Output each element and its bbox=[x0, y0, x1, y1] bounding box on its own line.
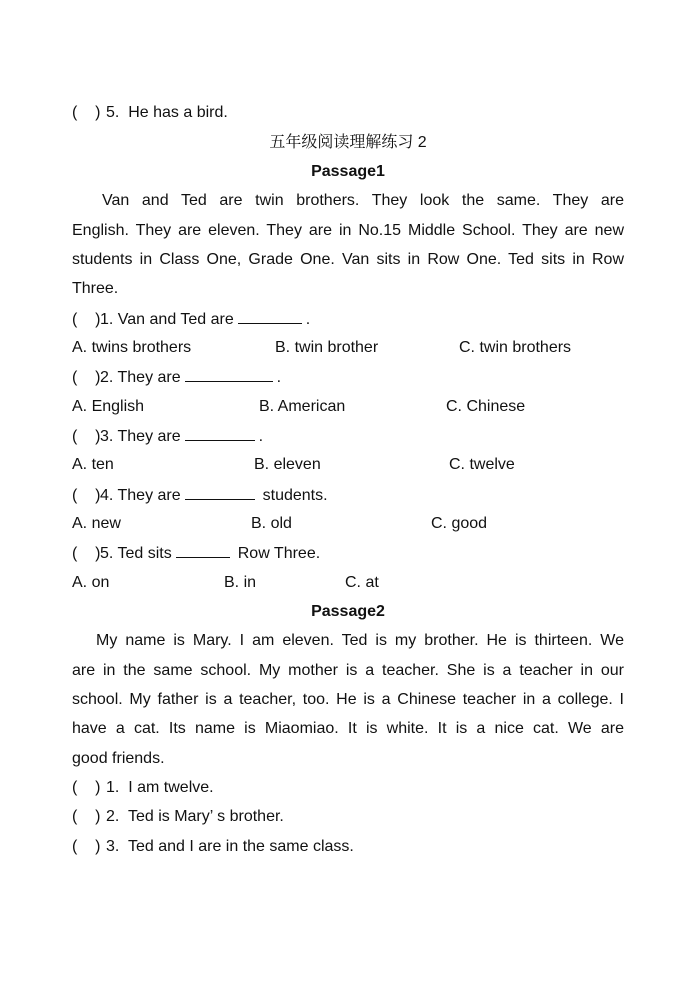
option-b: B. American bbox=[259, 398, 346, 415]
option-c: C. good bbox=[431, 515, 488, 532]
option-c: C. twelve bbox=[449, 456, 515, 473]
option-a: A. new bbox=[72, 515, 121, 532]
passage1-line: English. They are eleven. They are in No.15 Middle School. They are new bbox=[72, 222, 624, 239]
question-text: 4. They are bbox=[100, 487, 181, 504]
option-a: A. English bbox=[72, 398, 145, 415]
option-a: A. ten bbox=[72, 456, 114, 473]
answer-blank[interactable] bbox=[185, 485, 255, 500]
passage1-line: students in Class One, Grade One. Van sits in Row One. Ted sits in Row bbox=[72, 251, 624, 268]
option-c: C. Chinese bbox=[446, 398, 526, 415]
passage1-question-5 bbox=[72, 543, 320, 564]
passage2-question-2 bbox=[72, 807, 284, 827]
question-suffix: Row Three. bbox=[237, 545, 321, 562]
answer-blank[interactable] bbox=[176, 543, 230, 558]
answer-paren: ( ) bbox=[72, 838, 101, 855]
question-text: 5. Ted sits bbox=[100, 545, 172, 562]
question-suffix: . bbox=[305, 311, 311, 328]
answer-paren: ( ) bbox=[72, 428, 101, 445]
question-text: 1. Van and Ted are bbox=[100, 311, 234, 328]
passage1-question-2 bbox=[72, 367, 281, 388]
question-text: 2. They are bbox=[100, 369, 181, 386]
question-suffix: students. bbox=[262, 487, 328, 504]
answer-paren: ( ) bbox=[72, 311, 101, 328]
option-b: B. eleven bbox=[254, 456, 321, 473]
option-b: B. old bbox=[251, 515, 292, 532]
passage1-heading: Passage1 bbox=[311, 163, 385, 180]
question-text: 3. They are bbox=[100, 428, 181, 445]
answer-paren: ( ) bbox=[72, 779, 101, 796]
passage1-line: Van and Ted are twin brothers. They look the same. They are bbox=[102, 192, 624, 209]
question-text: 5. He has a bird. bbox=[106, 104, 228, 121]
question-suffix: . bbox=[258, 428, 264, 445]
passage2-question-3 bbox=[72, 837, 354, 857]
answer-blank[interactable] bbox=[238, 309, 302, 324]
answer-paren: ( ) bbox=[72, 808, 101, 825]
passage1-question-3 bbox=[72, 426, 263, 447]
answer-paren: ( ) bbox=[72, 104, 101, 121]
passage2-heading: Passage2 bbox=[311, 603, 385, 620]
passage1-line: Three. bbox=[72, 280, 119, 297]
passage1-question-4 bbox=[72, 485, 328, 506]
passage2-question-1 bbox=[72, 778, 214, 798]
question-suffix: . bbox=[276, 369, 282, 386]
passage1-question-1 bbox=[72, 309, 310, 330]
question-text: 1. I am twelve. bbox=[106, 779, 214, 796]
top-question bbox=[72, 103, 228, 123]
answer-blank[interactable] bbox=[185, 367, 273, 382]
passage2-line: have a cat. Its name is Miaomiao. It is white. It is a nice cat. We are bbox=[72, 720, 624, 737]
option-a: A. twins brothers bbox=[72, 339, 192, 356]
answer-paren: ( ) bbox=[72, 369, 101, 386]
passage2-line: good friends. bbox=[72, 750, 165, 767]
passage2-line: are in the same school. My mother is a teacher. She is a teacher in our bbox=[72, 662, 624, 679]
option-c: C. twin brothers bbox=[459, 339, 572, 356]
question-text: 3. Ted and I are in the same class. bbox=[106, 838, 354, 855]
answer-paren: ( ) bbox=[72, 545, 101, 562]
passage2-line: school. My father is a teacher, too. He is a Chinese teacher in a college. I bbox=[72, 691, 624, 708]
option-a: A. on bbox=[72, 574, 110, 591]
worksheet-title: 五年级阅读理解练习 2 bbox=[269, 134, 427, 151]
question-text: 2. Ted is Mary’ s brother. bbox=[106, 808, 284, 825]
option-b: B. in bbox=[224, 574, 257, 591]
answer-blank[interactable] bbox=[185, 426, 255, 441]
option-c: C. at bbox=[345, 574, 379, 591]
answer-paren: ( ) bbox=[72, 487, 101, 504]
passage2-line: My name is Mary. I am eleven. Ted is my brother. He is thirteen. We bbox=[96, 632, 624, 649]
option-b: B. twin brother bbox=[275, 339, 379, 356]
